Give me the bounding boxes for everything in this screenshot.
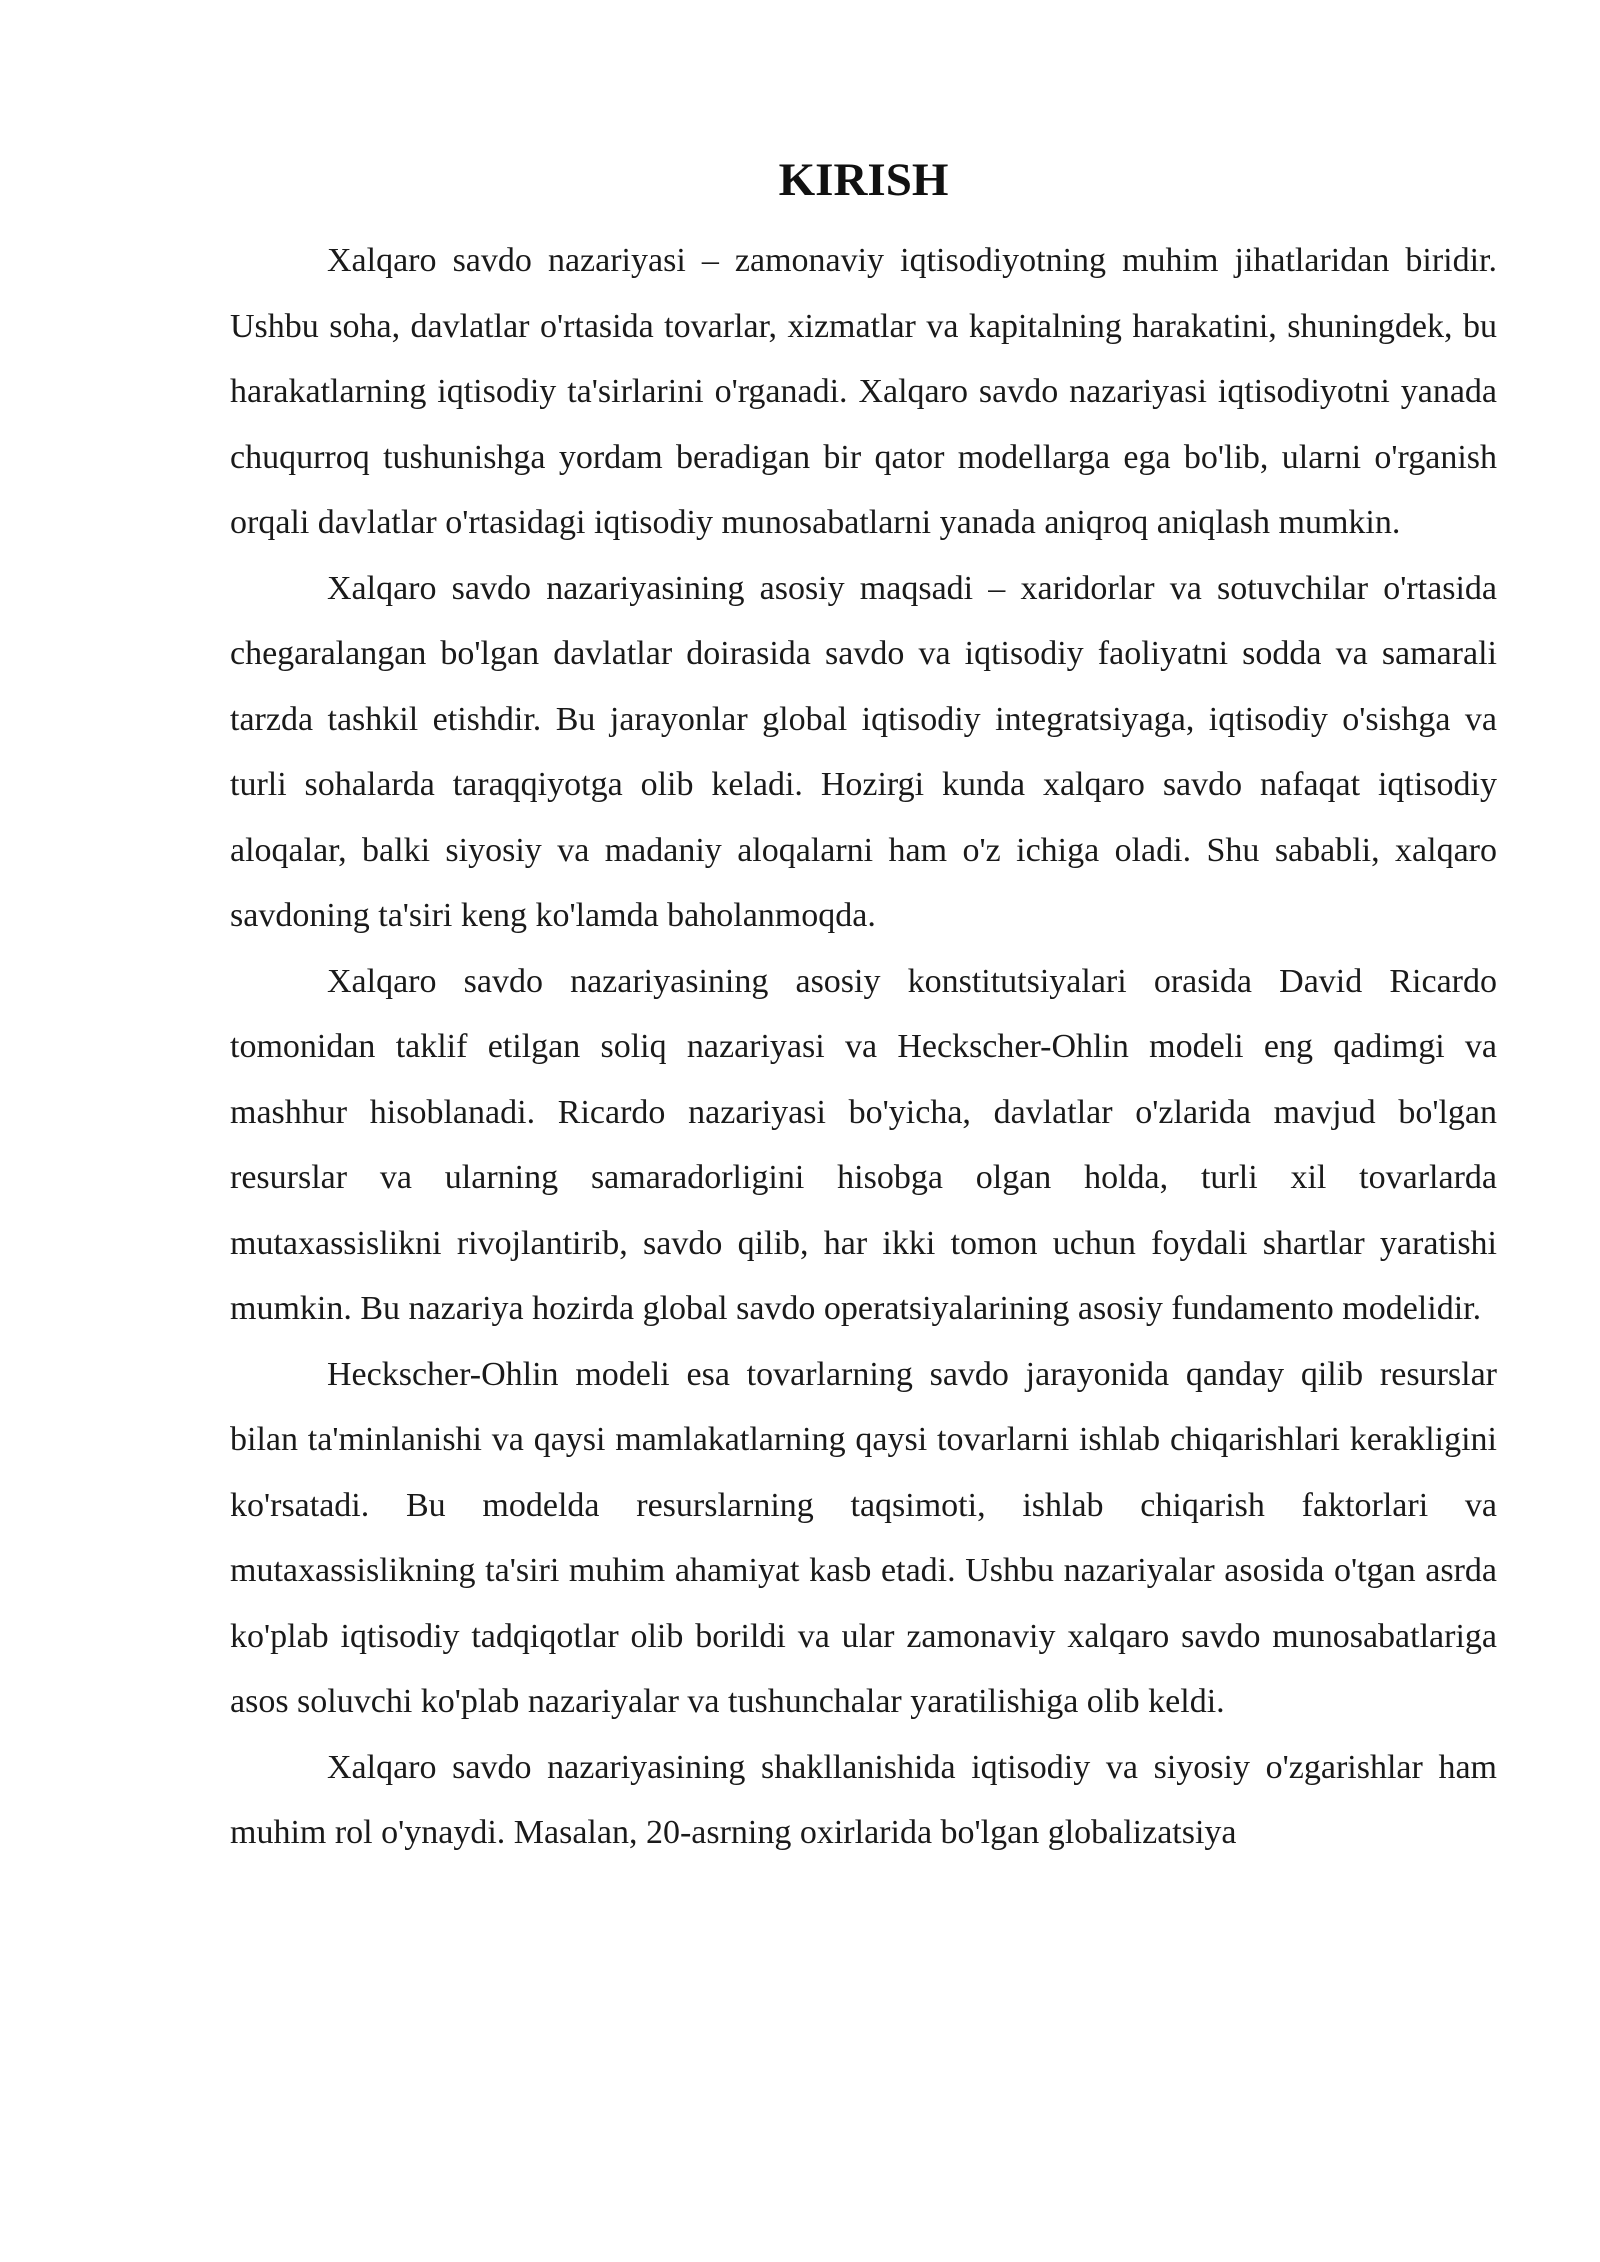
- paragraph-3: Xalqaro savdo nazariyasining asosiy konstitutsiyalari orasida David Ricardo tomonidan taklif etilgan soliq nazariyasi va Heckscher-Ohlin modeli eng qadimgi va mashhur hisoblanadi. Ricardo nazariyasi bo'yicha, davlatlar o'zlarida mavjud bo'lgan resurslar va ularning samaradorligini hisobga olgan holda, turli xil tovarlarda mutaxassislikni rivojlantirib, savdo qilib, har ikki tomon uchun foydali shartlar yaratishi mumkin. Bu nazariya hozirda global savdo operatsiyalarining asosiy fundamento modelidir.: [230, 962, 1497, 1327]
- paragraph-4: Heckscher-Ohlin modeli esa tovarlarning savdo jarayonida qanday qilib resurslar bilan ta'minlanishi va qaysi mamlakatlarning qaysi tovarlarni ishlab chiqarishlari kerakligini ko'rsatadi. Bu modelda resurslarning taqsimoti, ishlab chiqarish faktorlari va mutaxassislikning ta'siri muhim ahamiyat kasb etadi. Ushbu nazariyalar asosida o'tgan asrda ko'plab iqtisodiy tadqiqotlar olib borildi va ular zamonaviy xalqaro savdo munosabatlariga asos soluvchi ko'plab nazariyalar va tushunchalar yaratilishiga olib keldi.: [230, 1355, 1497, 1720]
- paragraph-5: Xalqaro savdo nazariyasining shakllanishida iqtisodiy va siyosiy o'zgarishlar ham muhim rol o'ynaydi. Masalan, 20-asrning oxirlarida bo'lgan globalizatsiya: [230, 1748, 1497, 1851]
- paragraph-1: Xalqaro savdo nazariyasi – zamonaviy iqtisodiyotning muhim jihatlaridan biridir. Ushbu soha, davlatlar o'rtasida tovarlar, xizmatlar va kapitalning harakatini, shuningdek, bu harakatlarning iqtisodiy ta'sirlarini o'rganadi. Xalqaro savdo nazariyasi iqtisodiyotni yanada chuqurroq tushunishga yordam beradigan bir qator modellarga ega bo'lib, ularni o'rganish orqali davlatlar o'rtasidagi iqtisodiy munosabatlarni yanada aniqroq aniqlash mumkin.: [230, 242, 1497, 541]
- page-title: KIRISH: [778, 154, 949, 206]
- document-body: [230, 228, 1497, 1866]
- paragraph-2: Xalqaro savdo nazariyasining asosiy maqsadi – xaridorlar va sotuvchilar o'rtasida chegaralangan bo'lgan davlatlar doirasida savdo va iqtisodiy faoliyatni sodda va samarali tarzda tashkil etishdir. Bu jarayonlar global iqtisodiy integratsiyaga, iqtisodiy o'sishga va turli sohalarda taraqqiyotga olib keladi. Hozirgi kunda xalqaro savdo nafaqat iqtisodiy aloqalar, balki siyosiy va madaniy aloqalarni ham o'z ichiga oladi. Shu sababli, xalqaro savdoning ta'siri keng ko'lamda baholanmoqda.: [230, 569, 1497, 934]
